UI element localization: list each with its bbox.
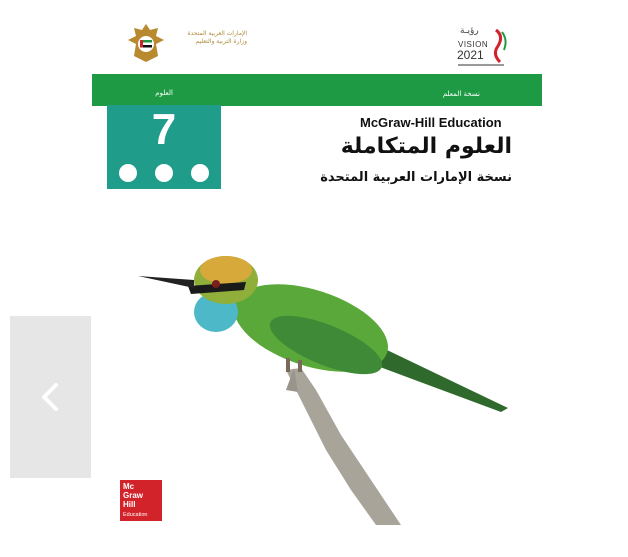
vision-year-label: 2021 bbox=[457, 48, 484, 62]
vision-arabic-label: رؤيـة bbox=[460, 26, 479, 36]
publisher-name: McGraw-Hill Education bbox=[360, 115, 502, 130]
grade-number: 7 bbox=[151, 105, 177, 154]
mcgraw-hill-logo bbox=[120, 480, 162, 521]
previous-page-button[interactable] bbox=[10, 316, 91, 478]
subject-label: العلوم bbox=[155, 89, 173, 97]
logo-line-3: Hill bbox=[123, 500, 136, 509]
logo-line-1: Mc bbox=[123, 482, 135, 491]
ministry-name bbox=[171, 30, 247, 46]
vision-word-label: VISION bbox=[458, 40, 489, 49]
grade-dot bbox=[191, 164, 209, 182]
grade-box bbox=[107, 83, 221, 189]
book-title: العلوم المتكاملة bbox=[340, 134, 512, 159]
logo-line-4: Education bbox=[123, 512, 148, 518]
bee-eater-bird-image bbox=[136, 250, 516, 530]
uae-emblem-icon bbox=[126, 22, 166, 66]
grade-dot bbox=[155, 164, 173, 182]
grade-box-header bbox=[107, 83, 221, 105]
logo-line-2: Graw bbox=[123, 491, 144, 500]
teacher-edition-label: نسخة المعلم bbox=[442, 90, 480, 98]
chevron-left-icon bbox=[40, 382, 60, 412]
ministry-line-1: الإمارات العربية المتحدة bbox=[187, 30, 247, 37]
grade-dot bbox=[119, 164, 137, 182]
book-subtitle: نسخة الإمارات العربية المتحدة bbox=[320, 170, 512, 185]
ministry-line-2: وزارة التربية والتعليم bbox=[195, 38, 247, 45]
